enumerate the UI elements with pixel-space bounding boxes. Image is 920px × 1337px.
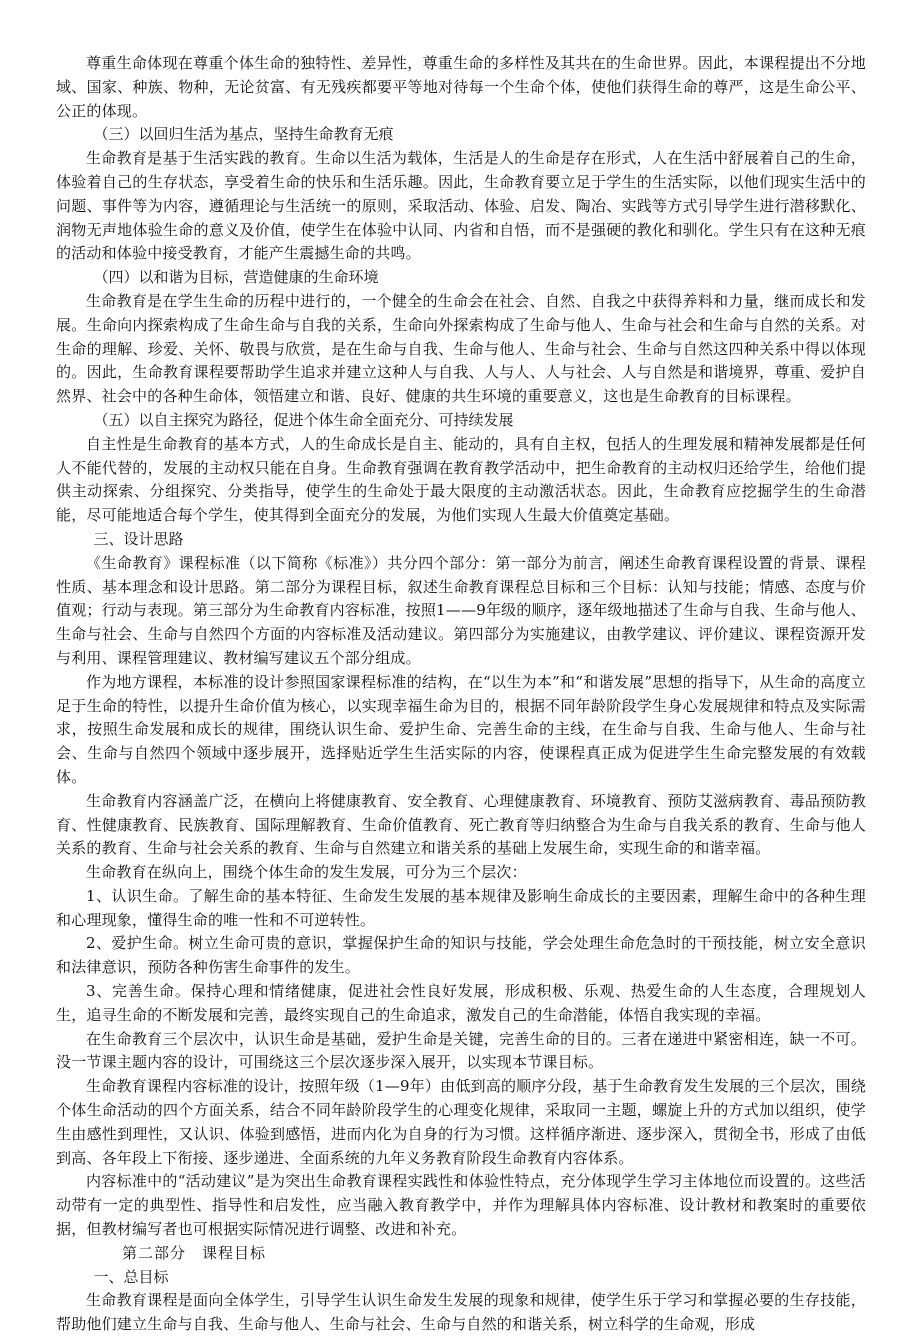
paragraph-horizontal-content: 生命教育内容涵盖广泛，在横向上将健康教育、安全教育、心理健康教育、环境教育、预防艾滋病教育、毒品预防教育、性健康教育、民族教育、国际理解教育、生命价值教育、死亡教育等归纳整合为生命与自我关系的教育、生命与他人关系的教育、生命与社会关系的教育、生命与自然建立和谐关系的基础上发展生命，实现生命的和谐幸福。	[56, 791, 866, 858]
paragraph-respect-life: 尊重生命体现在尊重个体生命的独特性、差异性，尊重生命的多样性及其共在的生命世界。因此，本课程提出不分地域、国家、种族、物种，无论贫富、有无残疾都要平等地对待每一个生命个体，使他们获得生命的尊严，这是生命公平、公正的体现。	[56, 54, 866, 120]
subheading-autonomy: （五）以自主探究为路径，促进个体生命全面充分、可持续发展	[93, 410, 514, 429]
paragraph-vertical-levels: 生命教育在纵向上，围绕个体生命的发生发展，可分为三个层次：	[86, 863, 527, 882]
paragraph-autonomy: 自主性是生命教育的基本方式，人的生命成长是自主、能动的，具有自主权，包括人的生理发展和精神发展都是任何人不能代替的，发展的主动权只能在自身。生命教育强调在教育教学活动中，把生命教育的主动权归还给学生，给他们提供主动探索、分组探究、分类指导，使学生的生命处于最大限度的主动激活状态。因此，生命教育应挖掘学生的生命潜能，尽可能地适合每个学生，使其得到全面充分的发展，为他们实现人生最大价值奠定基础。	[56, 434, 866, 525]
paragraph-harmony: 生命教育是在学生生命的历程中进行的，一个健全的生命会在社会、自然、自我之中获得养料和力量，继而成长和发展。生命向内探索构成了生命生命与自我的关系，生命向外探索构成了生命与他人、生命与社会和生命与自然的关系。对生命的理解、珍爱、关怀、敬畏与欣赏，是在生命与自我、生命与他人、生命与社会、生命与自然这四种关系中得以体现的。因此，生命教育课程要帮助学生追求并建立这种人与自我、人与人、人与社会、人与自然是和谐境界，尊重、爱护自然界、社会中的各种生命体，领悟建立和谐、良好、健康的共生环境的重要意义，这也是生命教育的目标课程。	[56, 291, 866, 406]
paragraph-overall-goal: 生命教育课程是面向全体学生，引导学生认识生命发生发展的现象和规律，使学生乐于学习和掌握必要的生存技能，帮助他们建立生命与自我、生命与他人、生命与社会、生命与自然的和谐关系，树立科学的生命观，形成	[56, 1291, 866, 1334]
paragraph-local-curriculum: 作为地方课程，本标准的设计参照国家课程标准的结构，在“以生为本”和“和谐发展”思想的指导下，从生命的高度立足于生命的特性，以提升生命价值为核心，以实现幸福生命为目的，根据不同年龄阶段学生身心发展规律和特点及实际需求，按照生命发展和成长的规律，围绕认识生命、爱护生命、完善生命的主线，在生命与自我、生命与他人、生命与社会、生命与自然四个领域中逐步展开，选择贴近学生生活实际的内容，使课程真正成为促进学生生命完整发展的有效载体。	[56, 672, 866, 786]
section-heading-overall-goal: 一、总目标	[93, 1267, 169, 1286]
list-item-know-life: 1、认识生命。了解生命的基本特征、生命发生发展的基本规律及影响生命成长的主要因素，理解生命中的各种生理和心理现象，懂得生命的唯一性和不可逆转性。	[56, 886, 866, 929]
subheading-harmony: （四）以和谐为目标，营造健康的生命环境	[93, 268, 379, 287]
list-item-perfect-life: 3、完善生命。保持心理和情绪健康，促进社会性良好发展，形成积极、乐观、热爱生命的人生态度，合理规划人生，追寻生命的不断发展和完善，最终实现自己的生命追求，激发自己的生命潜能，体悟自我实现的幸福。	[56, 982, 866, 1024]
list-item-protect-life: 2、爱护生命。树立生命可贵的意识，掌握保护生命的知识与技能，学会处理生命危急时的干预技能，树立安全意识和法律意识，预防各种伤害生命事件的发生。	[56, 934, 866, 977]
part-heading-course-goals: 第二部分 课程目标	[122, 1243, 267, 1262]
subheading-return-to-life: （三）以回归生活为基点，坚持生命教育无痕	[93, 125, 394, 144]
paragraph-standard-structure: 《生命教育》课程标准（以下简称《标准》）共分四个部分：第一部分为前言，阐述生命教育课程设置的背景、课程性质、基本理念和设计思路。第二部分为课程目标，叙述生命教育课程总目标和三个目标：认知与技能；情感、态度与价值观；行动与表现。第三部分为生命教育内容标准，按照1——9年级的顺序，逐年级地描述了生命与自我、生命与他人、生命与社会、生命与自然四个方面的内容标准及活动建议。第四部分为实施建议，由教学建议、评价建议、课程资源开发与利用、课程管理建议、教材编写建议五个部分组成。	[56, 553, 866, 667]
paragraph-three-levels: 在生命教育三个层次中，认识生命是基础，爱护生命是关键，完善生命的目的。三者在递进中紧密相连，缺一不可。没一节课主题内容的设计，可围绕这三个层次逐步深入展开，以实现本节课目标。	[56, 1029, 866, 1072]
section-heading-design: 三、设计思路	[93, 529, 184, 548]
paragraph-content-design: 生命教育课程内容标准的设计，按照年级（1—9年）由低到高的顺序分段，基于生命教育发生发展的三个层次，围绕个体生命活动的四个方面关系，结合不同年龄阶段学生的心理变化规律，采取同一主题，螺旋上升的方式加以组织，使学生由感性到理性，又认识、体验到感悟，进而内化为自身的行为习惯。这样循序渐进、逐步深入，贯彻全书，形成了由低到高、各年段上下衔接、逐步递进、全面系统的九年义务教育阶段生命教育内容体系。	[56, 1077, 866, 1167]
paragraph-life-practice: 生命教育是基于生活实践的教育。生命以生活为载体，生活是人的生命是存在形式，人在生活中舒展着自己的生命，体验着自己的生存状态，享受着生命的快乐和生活乐趣。因此，生命教育要立足于学生的生活实际，以他们现实生活中的问题、事件等为内容，遵循理论与生活统一的原则，采取活动、体验、启发、陶冶、实践等方式引导学生进行潜移默化、润物无声地体验生命的意义及价值，使学生在体验中认同、内省和自悟，而不是强硬的教化和驯化。学生只有在这种无痕的活动和体验中接受教育，才能产生震撼生命的共鸣。	[56, 149, 866, 263]
paragraph-activity-suggestions: 内容标准中的“活动建议”是为突出生命教育课程实践性和体验性特点，充分体现学生学习主体地位而设置的。这些活动带有一定的典型性、指导性和启发性，应当融入教育教学中，并作为理解具体内容标准、设计教材和教案时的重要依据，但教材编写者也可根据实际情况进行调整、改进和补充。	[56, 1172, 866, 1239]
